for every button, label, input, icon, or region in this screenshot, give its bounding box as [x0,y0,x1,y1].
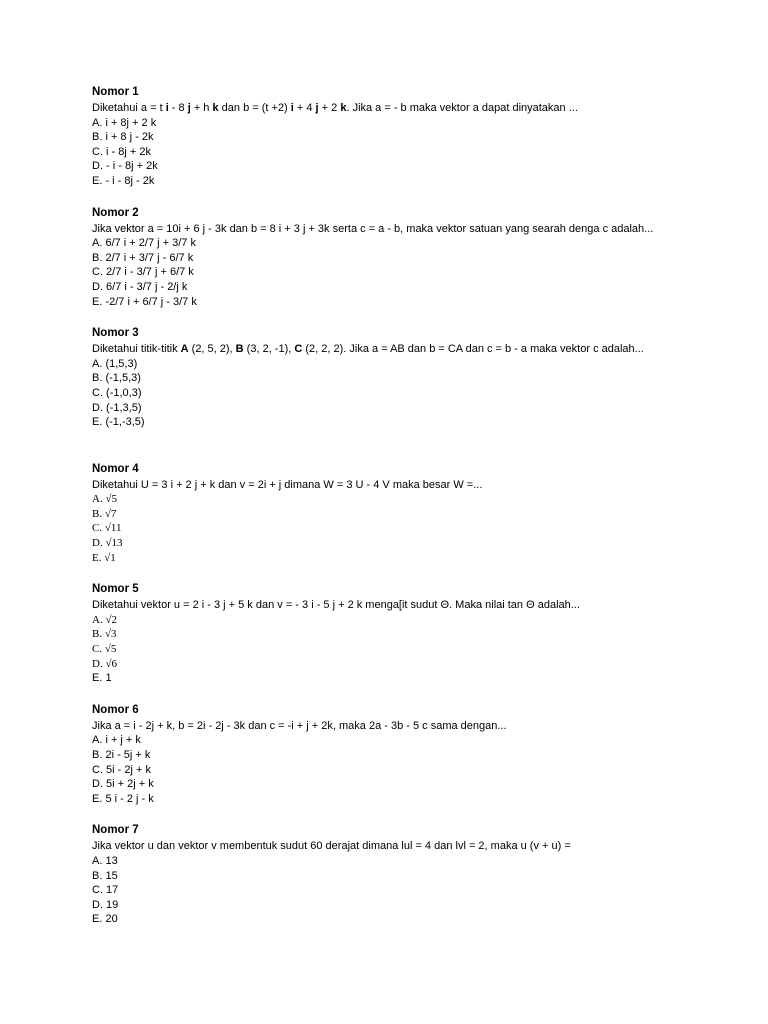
option-b: B. √7 [92,507,117,520]
statement-text: dan b = (t +2) [218,102,291,114]
option-c: C. 5i - 2j + k [92,763,151,776]
question-1 [92,85,676,189]
option-e: E. - i - 8j - 2k [92,174,155,187]
statement-bold: k [340,102,347,114]
option-b: B. √3 [92,628,117,641]
statement-bold: i [290,102,294,114]
option-e: E. √1 [92,551,116,564]
statement-bold: B [235,343,244,356]
option-e: E. 5 i - 2 j - k [92,792,154,805]
option-e: E. -2/7 i + 6/7 j - 3/7 k [92,295,197,308]
question-statement: Jika vektor a = 10i + 6 j - 3k dan b = 8 i + 3 j + 3k serta c = a - b, maka vektor satuan yang searah denga c adalah... [92,222,654,235]
option-d: D. (-1,3,5) [92,401,142,414]
option-b: B. (-1,5,3) [92,372,141,385]
option-d: D. 19 [92,898,119,911]
option-c: C. (-1,0,3) [92,386,142,399]
document-page [92,85,676,927]
option-d: D. 5i + 2j + k [92,778,154,791]
question-title: Nomor 2 [92,206,139,219]
option-d: D. 6/7 i - 3/7 j - 2/j k [92,280,188,293]
option-b: B. 2/7 i + 3/7 j - 6/7 k [92,251,194,264]
question-title: Nomor 6 [92,703,139,716]
option-a: A. (1,5,3) [92,357,138,370]
question-statement: Diketahui vektor u = 2 i - 3 j + 5 k dan v = - 3 i - 5 j + 2 k menga[it sudut Θ. Maka nilai tan Θ adalah... [92,599,580,612]
question-statement: Diketahui U = 3 i + 2 j + k dan v = 2i + j dimana W = 3 U - 4 V maka besar W =... [92,478,483,491]
question-2 [92,206,676,310]
statement-text: + 2 [318,102,341,114]
option-a: A. i + 8j + 2 k [92,116,157,129]
statement-bold: C [294,343,303,356]
option-c: C. 17 [92,884,119,897]
option-c: C. i - 8j + 2k [92,145,151,158]
question-title: Nomor 5 [92,583,139,596]
question-3 [92,326,676,430]
question-6 [92,703,676,807]
option-b: B. 15 [92,869,118,882]
statement-text: Diketahui a = t [92,102,166,114]
statement-text: + h [190,102,213,114]
statement-text: - 8 [168,102,188,114]
option-d: D. - i - 8j + 2k [92,160,158,173]
option-a: A. 6/7 i + 2/7 j + 3/7 k [92,237,196,250]
option-b: B. 2i - 5j + k [92,749,151,761]
option-a: A. 13 [92,854,118,867]
question-title: Nomor 7 [92,824,139,837]
statement-text: (2, 5, 2), [188,343,236,356]
option-e: E. 1 [92,672,112,685]
option-c: C. √5 [92,643,117,656]
statement-bold: k [212,102,219,114]
statement-bold: i [165,102,169,114]
option-a: A. i + j + k [92,734,141,747]
statement-text: (3, 2, -1), [243,343,295,356]
option-e: E. (-1,-3,5) [92,416,145,429]
question-statement [92,101,676,116]
question-title: Nomor 4 [92,462,139,475]
question-7 [92,823,676,927]
question-statement [92,342,676,357]
statement-text: Diketahui titik-titik [92,343,181,356]
question-5 [92,582,676,686]
question-title: Nomor 3 [92,327,139,340]
statement-text: . Jika a = - b maka vektor a dapat dinyatakan ... [346,102,578,114]
question-statement: Jika vektor u dan vektor v membentuk sudut 60 derajat dimana lul = 4 dan lvl = 2, maka u (v + u) = [92,840,571,853]
statement-bold: A [180,343,189,356]
option-a: A. √2 [92,613,117,626]
option-c: C. 2/7 i - 3/7 j + 6/7 k [92,266,194,279]
option-b: B. i + 8 j - 2k [92,131,154,144]
statement-bold: j [315,102,319,114]
option-c: C. √11 [92,522,122,535]
question-title: Nomor 1 [92,86,139,98]
question-statement: Jika a = i - 2j + k, b = 2i - 2j - 3k dan c = -i + j + 2k, maka 2a - 3b - 5 c sama dengan... [92,719,507,732]
statement-text: + 4 [293,102,316,114]
question-4 [92,462,676,566]
option-e: E. 20 [92,913,118,926]
option-d: D. √6 [92,657,117,670]
option-a: A. √5 [92,493,117,506]
statement-text: (2, 2, 2). Jika a = AB dan b = CA dan c = b - a maka vektor c adalah... [302,343,644,356]
statement-bold: j [187,102,191,114]
option-d: D. √13 [92,537,123,550]
